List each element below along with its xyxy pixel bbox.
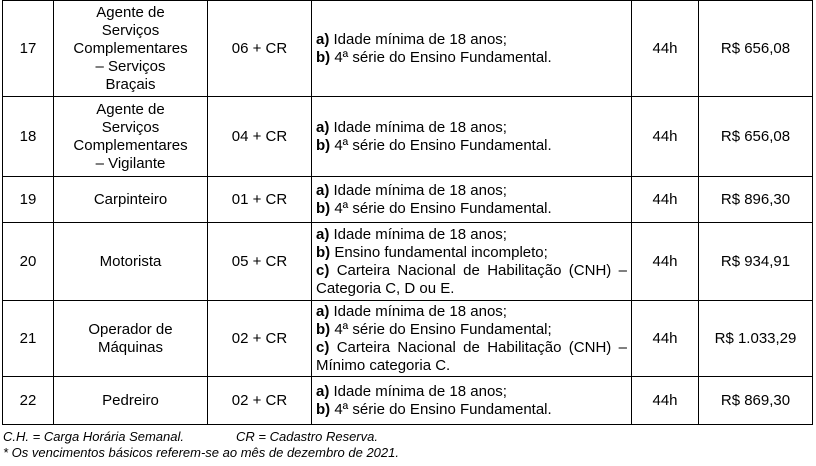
table-row — [3, 97, 813, 177]
positions-table — [2, 0, 813, 425]
requirements — [312, 177, 632, 223]
requirement-text: Idade mínima de 18 anos; — [329, 382, 507, 400]
position-title-line: – Vigilante — [95, 154, 166, 172]
position-title-line: Complementares — [73, 39, 188, 57]
table-row — [3, 177, 813, 223]
position-number: 19 — [3, 177, 54, 223]
requirement-marker: b) — [316, 243, 331, 261]
weekly-hours: 44h — [632, 97, 699, 177]
requirement-text: Idade mínima de 18 anos; — [329, 225, 507, 243]
requirement-text: Carteira Nacional de Habilitação (CNH) – Mínimo categoria C. — [316, 338, 632, 374]
vacancies: 06 + CR — [208, 1, 312, 97]
requirement-text: Idade mínima de 18 anos; — [329, 181, 507, 199]
vacancies: 02 + CR — [208, 301, 312, 377]
position-title — [54, 301, 208, 377]
requirement-item — [316, 49, 627, 67]
ch-note: C.H. = Carga Horária Semanal. — [3, 429, 184, 444]
requirements — [312, 223, 632, 301]
position-title-line: Carpinteiro — [93, 190, 168, 208]
requirement-item — [316, 303, 627, 321]
requirements — [312, 377, 632, 425]
requirement-marker: a) — [316, 181, 330, 199]
position-title-line: Braçais — [105, 75, 156, 93]
position-title-line: Agente de — [96, 3, 165, 21]
requirement-item — [316, 137, 627, 155]
table-row — [3, 1, 813, 97]
weekly-hours: 44h — [632, 301, 699, 377]
salary: R$ 934,91 — [699, 223, 813, 301]
requirement-marker: b) — [316, 48, 331, 66]
position-number: 22 — [3, 377, 54, 425]
position-title-line: Pedreiro — [102, 391, 159, 409]
requirement-marker: a) — [316, 382, 330, 400]
requirement-item — [316, 338, 632, 375]
requirement-text: 4ª série do Ensino Fundamental. — [330, 199, 552, 217]
salary: R$ 656,08 — [699, 1, 813, 97]
salary-note: * Os vencimentos básicos referem-se ao mês de dezembro de 2021. — [3, 445, 399, 460]
cr-note: CR = Cadastro Reserva. — [236, 429, 378, 444]
requirement-text: Idade mínima de 18 anos; — [329, 118, 507, 136]
position-title — [54, 97, 208, 177]
requirement-text: Idade mínima de 18 anos; — [329, 30, 507, 48]
position-title — [54, 377, 208, 425]
requirement-marker: a) — [316, 30, 330, 48]
salary: R$ 869,30 — [699, 377, 813, 425]
position-title-line: – Serviços — [95, 57, 166, 75]
position-title — [54, 1, 208, 97]
requirement-item — [316, 383, 627, 401]
vacancies: 01 + CR — [208, 177, 312, 223]
requirement-item — [316, 200, 627, 218]
requirement-item — [316, 321, 627, 339]
requirement-text: Carteira Nacional de Habilitação (CNH) – Categoria C, D ou E. — [316, 261, 632, 297]
requirement-text: Idade mínima de 18 anos; — [329, 302, 507, 320]
requirements — [312, 1, 632, 97]
position-title-line: Máquinas — [97, 338, 164, 356]
requirement-item — [316, 226, 627, 244]
requirement-marker: b) — [316, 136, 331, 154]
requirements — [312, 301, 632, 377]
table-row — [3, 301, 813, 377]
table-row — [3, 223, 813, 301]
weekly-hours: 44h — [632, 223, 699, 301]
requirement-text: 4ª série do Ensino Fundamental. — [330, 400, 552, 418]
requirement-marker: b) — [316, 199, 331, 217]
requirements — [312, 97, 632, 177]
requirement-marker: c) — [316, 338, 330, 356]
position-title-line: Agente de — [96, 100, 165, 118]
position-number: 17 — [3, 1, 54, 97]
requirement-item — [316, 244, 627, 262]
salary: R$ 656,08 — [699, 97, 813, 177]
position-title-line: Serviços — [101, 118, 160, 136]
position-title-line: Operador de — [88, 320, 173, 338]
position-title — [54, 223, 208, 301]
footer-legend — [3, 429, 378, 445]
requirement-marker: c) — [316, 261, 330, 279]
positions-table-body — [3, 1, 813, 425]
requirement-item — [316, 182, 627, 200]
requirement-item — [316, 401, 627, 419]
salary: R$ 896,30 — [699, 177, 813, 223]
requirement-marker: a) — [316, 118, 330, 136]
requirement-item — [316, 261, 632, 298]
weekly-hours: 44h — [632, 377, 699, 425]
requirement-text: 4ª série do Ensino Fundamental; — [330, 320, 552, 338]
salary: R$ 1.033,29 — [699, 301, 813, 377]
weekly-hours: 44h — [632, 1, 699, 97]
position-title-line: Complementares — [73, 136, 188, 154]
requirement-marker: b) — [316, 320, 331, 338]
requirement-marker: a) — [316, 225, 330, 243]
requirement-marker: b) — [316, 400, 331, 418]
vacancies: 02 + CR — [208, 377, 312, 425]
vacancies: 04 + CR — [208, 97, 312, 177]
requirement-item — [316, 119, 627, 137]
position-number: 20 — [3, 223, 54, 301]
requirement-text: 4ª série do Ensino Fundamental. — [330, 48, 552, 66]
position-title-line: Motorista — [99, 252, 162, 270]
position-title-line: Serviços — [101, 21, 160, 39]
position-number: 21 — [3, 301, 54, 377]
requirement-marker: a) — [316, 302, 330, 320]
vacancies: 05 + CR — [208, 223, 312, 301]
requirement-text: 4ª série do Ensino Fundamental. — [330, 136, 552, 154]
table-row — [3, 377, 813, 425]
requirement-item — [316, 31, 627, 49]
position-title — [54, 177, 208, 223]
requirement-text: Ensino fundamental incompleto; — [330, 243, 548, 261]
position-number: 18 — [3, 97, 54, 177]
weekly-hours: 44h — [632, 177, 699, 223]
